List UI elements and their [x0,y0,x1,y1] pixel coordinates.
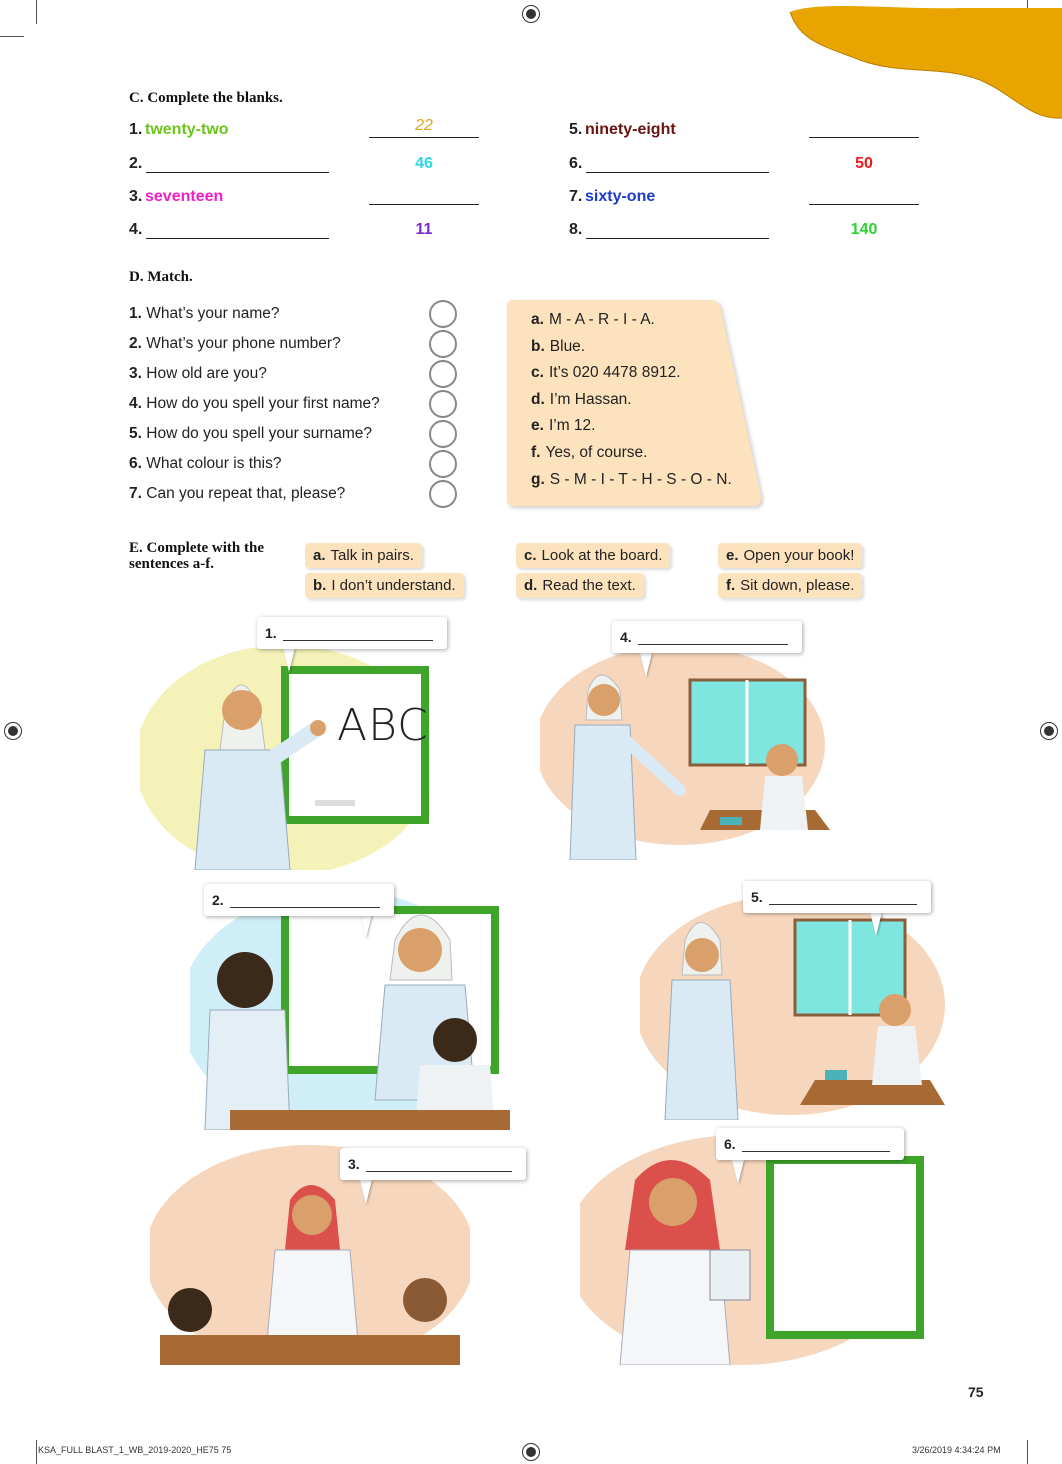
answer-blank[interactable] [369,204,479,205]
question-number: 4. [129,395,142,412]
bubble-blank[interactable] [366,1161,512,1172]
crop-mark [0,36,24,37]
option-text: Talk in pairs. [330,547,414,564]
registration-mark-icon [522,1443,540,1461]
match-question [129,449,282,479]
section-c-title: C. Complete the blanks. [129,90,283,106]
question-text: Can you repeat that, please? [146,485,346,502]
item-number: 2. [129,155,143,172]
answer-letter: c. [531,364,544,382]
answer-circle[interactable] [429,360,457,388]
question-number: 5. [129,425,142,442]
registration-mark-icon [522,5,540,23]
answer-text: Blue. [549,337,586,355]
question-text: What colour is this? [146,455,282,472]
illustration-4 [540,650,830,860]
answer-circle[interactable] [429,330,457,358]
option-letter: b. [313,577,327,594]
option-text: Open your book! [743,547,855,564]
answer-letter: e. [531,417,544,435]
item-number: 4. [129,221,143,238]
match-answer [531,338,585,356]
speech-bubble [716,1128,904,1160]
option-chip [305,543,422,568]
answer-text: Yes, of course. [545,444,648,461]
item-number: 1. [129,121,143,138]
number-answer: 11 [415,221,433,238]
answer-circle[interactable] [429,450,457,478]
bubble-number: 5. [751,889,763,905]
match-question [129,359,267,389]
item-number: 7. [569,188,583,205]
item-number: 6. [569,155,583,172]
match-question [129,299,280,329]
option-chip [718,573,862,598]
board-text: ABC [337,700,429,751]
option-text: Sit down, please. [740,577,855,594]
question-number: 1. [129,305,142,322]
option-chip [718,543,862,568]
page-number: 75 [968,1384,984,1400]
answer-text: I’m Hassan. [549,390,632,408]
answer-text: S - M - I - T - H - S - O - N. [549,470,732,488]
question-number: 6. [129,455,142,472]
answer-text: It’s 020 4478 8912. [548,364,681,382]
bubble-number: 1. [265,625,277,641]
bubble-tail [360,1180,372,1204]
option-letter: a. [313,547,326,564]
option-chip [305,573,464,598]
bubble-number: 4. [620,629,632,645]
answer-letter: a. [531,311,544,328]
answer-blank[interactable] [809,137,919,138]
bubble-number: 3. [348,1156,360,1172]
match-question [129,419,372,449]
answer-text: M - A - R - I - A. [548,311,655,328]
bubble-tail [732,1160,744,1184]
answer-blank[interactable] [369,137,479,138]
illustration-6 [580,1130,930,1365]
number-answer: 140 [850,221,878,238]
speech-bubble [257,617,447,649]
option-letter: f. [726,577,736,594]
match-answer [531,311,655,329]
answer-circle[interactable] [429,420,457,448]
option-letter: d. [524,577,538,594]
question-text: What’s your name? [146,305,280,322]
bubble-tail [870,912,882,936]
word-blank[interactable] [146,238,329,239]
question-text: How do you spell your surname? [146,425,372,442]
option-chip [516,573,644,598]
answer-letter: d. [531,390,545,408]
question-number: 2. [129,335,142,352]
match-answer [531,391,632,409]
speech-bubble [612,621,802,653]
illustration-1 [140,640,430,870]
question-number: 7. [129,485,142,502]
answer-circle[interactable] [429,480,457,508]
match-answer [531,417,595,435]
option-text: Read the text. [542,577,636,594]
number-word: twenty-two [145,121,229,138]
number-word: seventeen [145,188,224,205]
bubble-blank[interactable] [230,897,380,908]
section-e-title [129,540,264,572]
answer-text: I’m 12. [548,417,596,435]
bubble-blank[interactable] [638,634,788,645]
bubble-blank[interactable] [283,630,433,641]
answer-letter: b. [531,337,545,355]
item-number: 8. [569,221,583,238]
match-answer [531,364,681,382]
bubble-number: 2. [212,892,224,908]
registration-mark-icon [1040,722,1058,740]
answer-letter: f. [531,444,541,461]
section-e-title-line2: sentences a-f. [129,556,214,572]
match-answer [531,471,732,489]
bubble-number: 6. [724,1136,736,1152]
option-text: Look at the board. [541,547,663,564]
footer-file: KSA_FULL BLAST_1_WB_2019-2020_HE75 75 [38,1445,232,1455]
answer-circle[interactable] [429,390,457,418]
speech-bubble [204,884,394,916]
bubble-blank[interactable] [769,894,917,905]
word-blank[interactable] [586,238,769,239]
answer-blank[interactable] [809,204,919,205]
bubble-blank[interactable] [742,1141,890,1152]
speech-bubble [743,881,931,913]
bubble-tail [360,914,372,938]
crop-mark [36,1440,37,1464]
number-answer: 46 [415,155,433,172]
number-answer: 22 [415,117,433,134]
option-letter: e. [726,547,739,564]
option-letter: c. [524,547,537,564]
question-number: 3. [129,365,142,382]
answer-letter: g. [531,470,545,488]
question-text: How do you spell your first name? [146,395,380,412]
crop-mark [1027,1440,1028,1464]
section-e-title-line1: E. Complete with the [129,540,264,556]
match-answer [531,444,647,462]
word-blank[interactable] [146,172,329,173]
match-question [129,329,341,359]
section-d-title: D. Match. [129,269,193,285]
bubble-tail [640,653,652,677]
match-question [129,389,380,419]
footer-date: 3/26/2019 4:34:24 PM [912,1445,1001,1455]
answer-circle[interactable] [429,300,457,328]
number-word: sixty-one [585,188,656,205]
speech-bubble [340,1148,526,1180]
corner-decoration [780,0,1062,120]
item-number: 5. [569,121,583,138]
word-blank[interactable] [586,172,769,173]
crop-mark [36,0,37,24]
number-word: ninety-eight [585,121,676,138]
number-answer: 50 [855,155,873,172]
question-text: What’s your phone number? [146,335,341,352]
bubble-tail [283,648,295,672]
option-text: I don’t understand. [331,577,456,594]
registration-mark-icon [4,722,22,740]
question-text: How old are you? [146,365,267,382]
item-number: 3. [129,188,143,205]
option-chip [516,543,670,568]
match-question [129,479,345,509]
illustration-5 [640,900,950,1120]
